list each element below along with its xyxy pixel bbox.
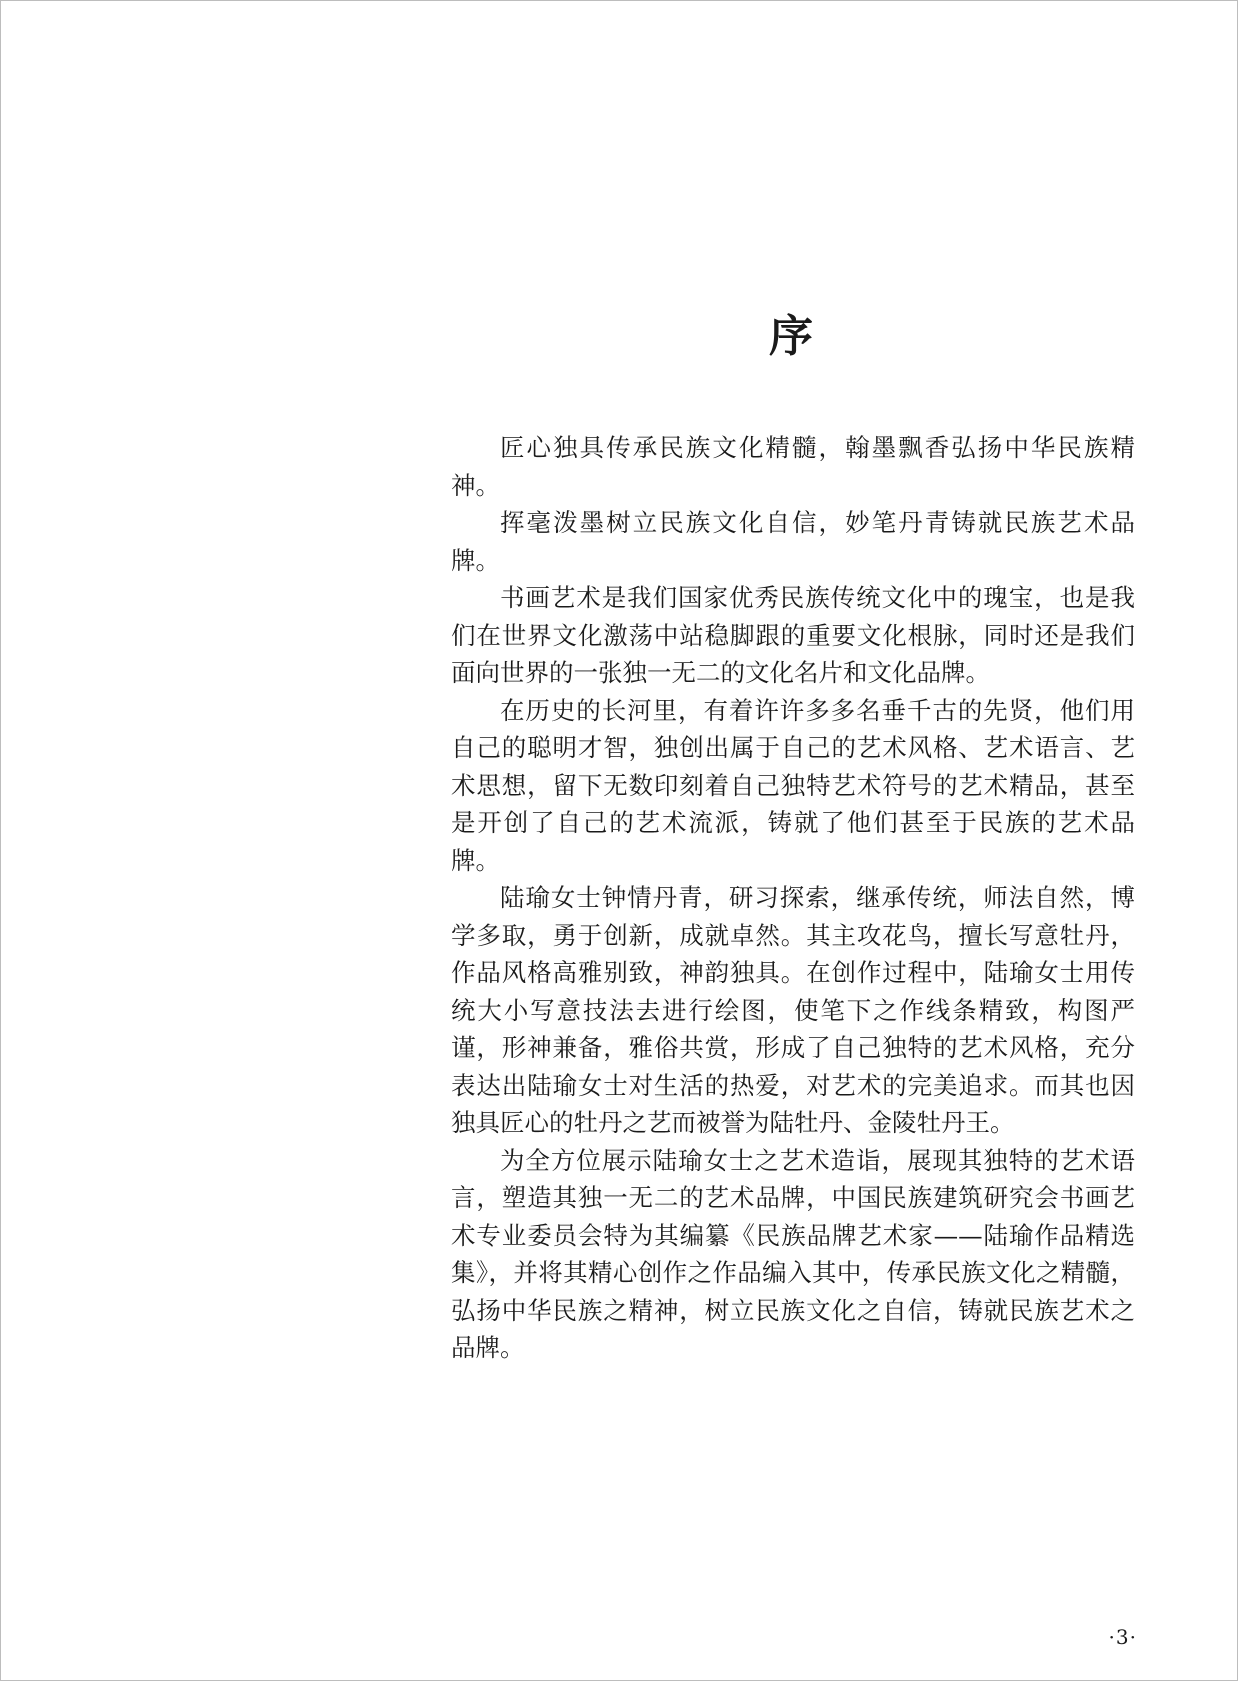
page-title: 序 bbox=[769, 311, 813, 362]
paragraph: 在历史的长河里，有着许许多多名垂千古的先贤，他们用自己的聪明才智，独创出属于自己的艺术风格、艺术语言、艺术思想，留下无数印刻着自己独特艺术符号的艺术精品，甚至是开创了自己的艺术流派，铸就了他们甚至于民族的艺术品牌。 bbox=[451, 695, 1135, 875]
paragraph: 书画艺术是我们国家优秀民族传统文化中的瑰宝，也是我们在世界文化激荡中站稳脚跟的重要文化根脉，同时还是我们面向世界的一张独一无二的文化名片和文化品牌。 bbox=[451, 583, 1135, 687]
paragraph: 陆瑜女士钟情丹青，研习探索，继承传统，师法自然，博学多取，勇于创新，成就卓然。其主攻花鸟，擅长写意牡丹，作品风格高雅别致，神韵独具。在创作过程中，陆瑜女士用传统大小写意技法去进行绘图，使笔下之作线条精致，构图严谨，形神兼备，雅俗共赏，形成了自己独特的艺术风格，充分表达出陆瑜女士对生活的热爱，对艺术的完美追求。而其也因独具匠心的牡丹之艺而被誉为陆牡丹、金陵牡丹王。 bbox=[451, 883, 1135, 1137]
paragraph: 为全方位展示陆瑜女士之艺术造诣，展现其独特的艺术语言，塑造其独一无二的艺术品牌，中国民族建筑研究会书画艺术专业委员会特为其编纂《民族品牌艺术家——陆瑜作品精选集》，并将其精心创作之作品编入其中，传承民族文化之精髓，弘扬中华民族之精神，树立民族文化之自信，铸就民族艺术之品牌。 bbox=[451, 1145, 1135, 1362]
page-number: ·3· bbox=[1108, 1625, 1137, 1649]
paragraph: 匠心独具传承民族文化精髓，翰墨飘香弘扬中华民族精神。 bbox=[451, 433, 1135, 500]
preface-body bbox=[451, 429, 1135, 1367]
paragraph: 挥毫泼墨树立民族文化自信，妙笔丹青铸就民族艺术品牌。 bbox=[451, 508, 1135, 575]
